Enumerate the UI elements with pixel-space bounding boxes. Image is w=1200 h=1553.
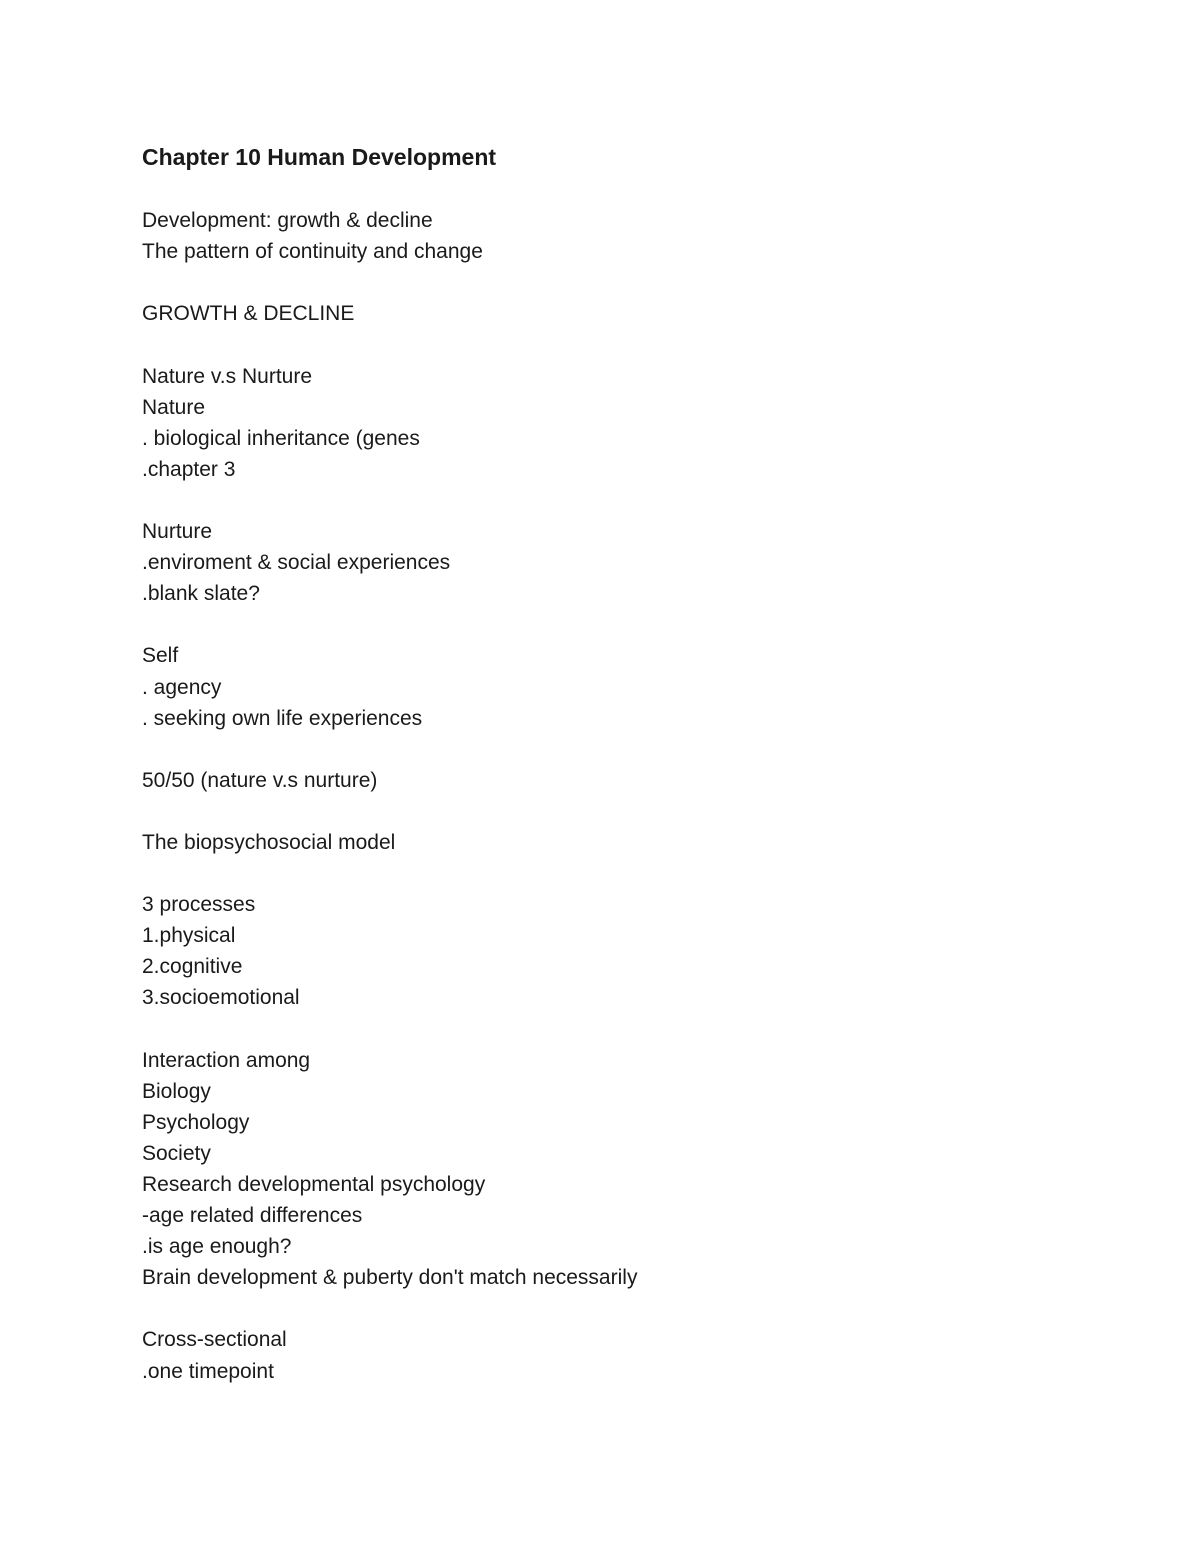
list-item: 1.physical	[142, 924, 236, 948]
note-line: . seeking own life experiences	[142, 706, 423, 730]
blank-line	[142, 609, 1102, 640]
note-line: .is age enough?	[142, 1235, 292, 1259]
note-line: .blank slate?	[142, 582, 260, 606]
list-item: 2.cognitive	[142, 955, 243, 979]
blank-line	[142, 796, 1102, 827]
note-line: .one timepoint	[142, 1359, 274, 1383]
blank-line	[142, 485, 1102, 516]
note-line: . agency	[142, 675, 222, 699]
blank-line	[142, 174, 1102, 205]
note-line: Interaction among	[142, 1048, 311, 1072]
list-item: 3.socioemotional	[142, 986, 300, 1010]
section-heading: GROWTH & DECLINE	[142, 302, 355, 326]
note-line: The biopsychosocial model	[142, 830, 396, 854]
note-line: -age related differences	[142, 1204, 363, 1228]
blank-line	[142, 734, 1102, 765]
note-line: Cross-sectional	[142, 1328, 287, 1352]
note-line: Self	[142, 644, 179, 668]
blank-line	[142, 1293, 1102, 1324]
note-line: 3 processes	[142, 893, 256, 917]
note-line: Brain development & puberty don't match necessarily	[142, 1266, 638, 1290]
note-line: Biology	[142, 1079, 211, 1103]
note-line: Nature v.s Nurture	[142, 364, 312, 388]
note-line: 50/50 (nature v.s nurture)	[142, 768, 378, 792]
note-line: Research developmental psychology	[142, 1173, 486, 1196]
blank-line	[142, 329, 1102, 360]
blank-line	[142, 858, 1102, 889]
blank-line	[142, 267, 1102, 298]
note-line: .enviroment & social experiences	[142, 551, 451, 575]
note-line: . biological inheritance (genes	[142, 426, 420, 450]
notes-lines	[142, 174, 1102, 1387]
document-title: Chapter 10 Human Development	[142, 144, 497, 170]
note-line: Society	[142, 1141, 211, 1165]
blank-line	[142, 1014, 1102, 1045]
document-body	[142, 140, 1102, 1387]
note-line: Nature	[142, 395, 206, 419]
note-line: .chapter 3	[142, 457, 236, 481]
note-line: The pattern of continuity and change	[142, 240, 483, 264]
note-line: Development: growth & decline	[142, 209, 433, 233]
note-line: Psychology	[142, 1110, 250, 1134]
note-line: Nurture	[142, 520, 213, 544]
